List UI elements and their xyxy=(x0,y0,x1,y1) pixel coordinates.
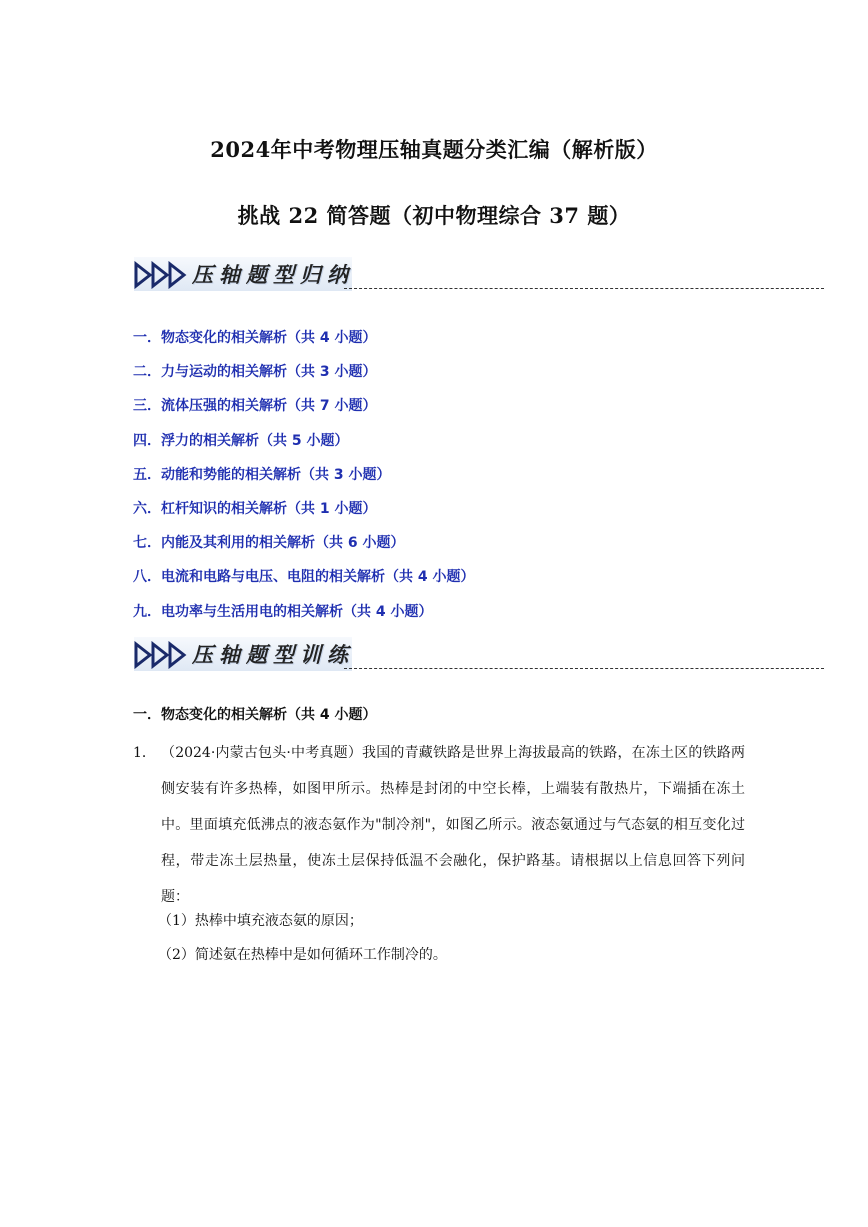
toc-item[interactable]: 二．力与运动的相关解析（共 3 小题） xyxy=(133,364,377,381)
document-subtitle: 挑战 22 简答题（初中物理综合 37 题） xyxy=(237,203,631,228)
sub-question-2: （2）简述氨在热棒中是如何循环工作制冷的。 xyxy=(158,947,447,963)
sub-question-1: （1）热棒中填充液态氨的原因； xyxy=(158,913,363,929)
triple-arrow-icon xyxy=(134,261,190,289)
table-of-contents xyxy=(133,326,475,634)
toc-item[interactable]: 三．流体压强的相关解析（共 7 小题） xyxy=(133,398,377,415)
toc-item[interactable]: 九．电功率与生活用电的相关解析（共 4 小题） xyxy=(133,603,433,620)
toc-item[interactable]: 四．浮力的相关解析（共 5 小题） xyxy=(133,432,349,449)
training-banner xyxy=(134,637,824,673)
toc-item[interactable]: 五．动能和势能的相关解析（共 3 小题） xyxy=(133,466,391,483)
question-number: 1． xyxy=(133,745,156,761)
question-1 xyxy=(133,735,745,915)
triple-arrow-icon xyxy=(134,641,190,669)
question-text: （2024·内蒙古包头·中考真题）我国的青藏铁路是世界上海拔最高的铁路，在冻土区的铁路两侧安装有许多热棒，如图甲所示。热棒是封闭的中空长棒，上端装有散热片，下端插在冻土中。里面填充低沸点的液态氨作为"制冷剂"，如图乙所示。液态氨通过与气态氨的相互变化过程，带走冻土层热量，使冻土层保持低温不会融化，保护路基。请根据以上信息回答下列问题： xyxy=(161,745,745,905)
banner-title: 压轴题型训练 xyxy=(192,642,354,667)
banner-title: 压轴题型归纳 xyxy=(192,262,354,287)
document-title: 2024年中考物理压轴真题分类汇编（解析版） xyxy=(210,137,658,162)
toc-item[interactable]: 八．电流和电路与电压、电阻的相关解析（共 4 小题） xyxy=(133,569,475,586)
banner-divider xyxy=(344,668,824,669)
toc-item[interactable]: 七．内能及其利用的相关解析（共 6 小题） xyxy=(133,535,405,552)
section-heading: 一．物态变化的相关解析（共 4 小题） xyxy=(133,707,377,723)
toc-item[interactable]: 六．杠杆知识的相关解析（共 1 小题） xyxy=(133,500,377,517)
toc-item[interactable]: 一．物态变化的相关解析（共 4 小题） xyxy=(133,330,377,346)
banner-divider xyxy=(344,288,824,289)
summary-banner xyxy=(134,257,824,293)
